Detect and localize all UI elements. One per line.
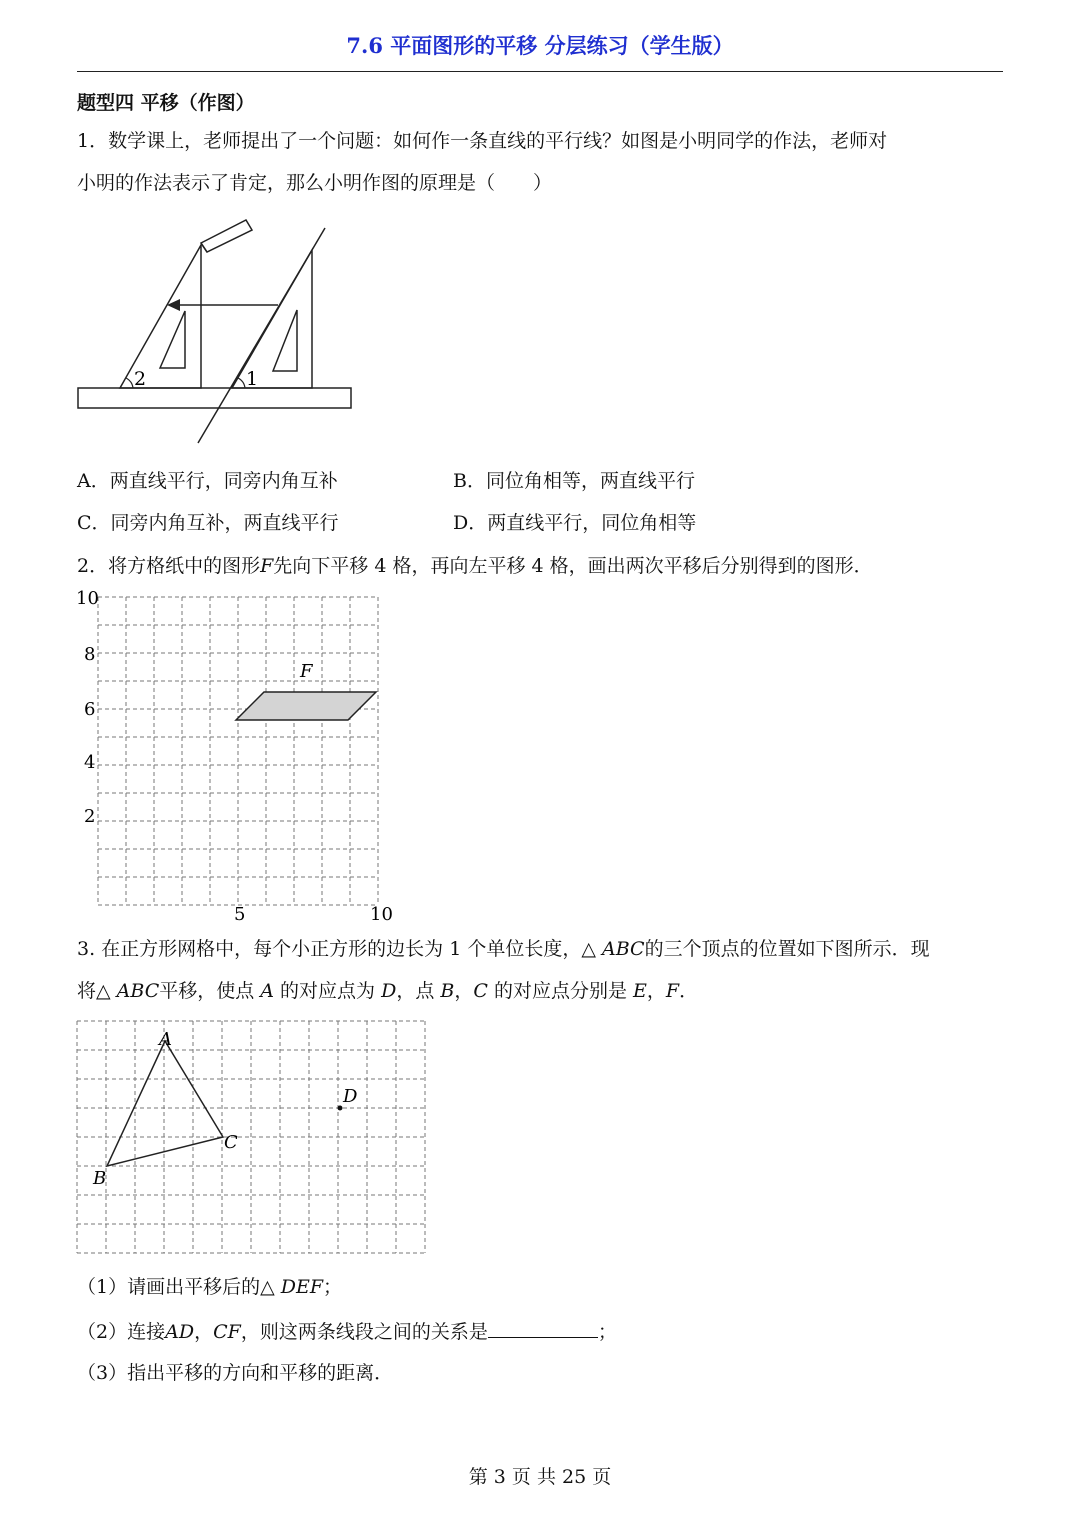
q1-option-b: B．同位角相等，两直线平行	[453, 470, 695, 492]
y-tick-6: 6	[84, 699, 96, 720]
q3-triangle-grid	[76, 1020, 430, 1256]
q3-line1-pre: 3. 在正方形网格中，每个小正方形的边长为 1 个单位长度，△	[77, 938, 602, 960]
section-title: 题型四 平移（作图）	[77, 92, 255, 114]
q2-grid-lines	[98, 597, 378, 905]
q3-sub2-end: ；	[597, 1321, 617, 1343]
label-d: D	[343, 1086, 358, 1107]
q3-sub1-post: ；	[323, 1276, 343, 1298]
q3-l2-B: B	[440, 980, 455, 1002]
set-square-left-hole	[160, 311, 185, 368]
q3-l2-E: E	[633, 980, 647, 1002]
y-tick-8: 8	[84, 644, 96, 665]
q3-l2-F: F	[665, 980, 680, 1002]
q3-sub2	[77, 1319, 617, 1343]
q3-l2-d: ，点	[396, 980, 441, 1002]
answer-blank[interactable]	[488, 1319, 598, 1338]
q2-text-pre: 2．将方格纸中的图形	[77, 555, 261, 577]
q1-set-square-figure	[70, 210, 360, 450]
pencil-body	[201, 220, 252, 252]
set-square-right	[232, 250, 312, 388]
header-title: 7.6 平面图形的平移 分层练习（学生版）	[346, 33, 734, 58]
q3-sub1-pre: （1）请画出平移后的△	[77, 1276, 281, 1298]
q3-grid-lines	[77, 1021, 425, 1253]
q3-sub2-post: ，则这两条线段之间的关系是	[240, 1321, 488, 1343]
label-b: B	[93, 1168, 107, 1189]
q2-text-post: 先向下平移 4 格，再向左平移 4 格，画出两次平移后分别得到的图形．	[273, 555, 873, 577]
x-tick-5: 5	[234, 904, 246, 925]
q3-l2-D: D	[381, 980, 397, 1002]
q3-line1-post: 的三个顶点的位置如下图所示．现	[644, 938, 930, 960]
y-tick-10: 10	[76, 588, 99, 609]
q3-l2-A: A	[260, 980, 275, 1002]
label-c: C	[224, 1132, 238, 1153]
set-square-right-hole	[273, 310, 297, 371]
q3-sub2-cf: CF	[213, 1321, 241, 1343]
x-tick-10: 10	[370, 904, 393, 925]
y-tick-2: 2	[84, 806, 96, 827]
q3-l2-g: ，	[646, 980, 666, 1002]
q3-l2-abc: ABC	[116, 980, 160, 1002]
angle-1-arc	[238, 378, 245, 388]
q3-sub2-pre: （2）连接	[77, 1321, 166, 1343]
angle-1-label: 1	[246, 368, 259, 390]
y-tick-4: 4	[84, 752, 96, 773]
angle-2-arc	[126, 378, 133, 388]
page-footer: 第 3 页 共 25 页	[468, 1466, 612, 1488]
q3-l2-a: 将△	[77, 980, 117, 1002]
q3-l2-c: 的对应点为	[274, 980, 382, 1002]
q3-text-line2	[77, 980, 698, 1002]
q3-sub3: （3）指出平移的方向和平移的距离．	[77, 1362, 394, 1384]
q3-text-line1	[77, 938, 930, 960]
point-d	[338, 1106, 343, 1111]
figure-f-label: F	[300, 661, 313, 682]
q1-text-line2: 小明的作法表示了肯定，那么小明作图的原理是（ ）	[77, 172, 553, 194]
q3-line1-var: ABC	[602, 938, 645, 960]
q1-option-c: C．同旁内角互补，两直线平行	[77, 512, 339, 534]
q1-option-a: A．两直线平行，同旁内角互补	[77, 470, 338, 492]
q3-sub1-var: DEF	[280, 1276, 324, 1298]
q2-text	[77, 555, 873, 577]
q3-sub1	[77, 1276, 342, 1298]
angle-2-label: 2	[134, 368, 147, 390]
q3-sub2-ad: AD	[165, 1321, 195, 1343]
q2-figure-var: F	[260, 555, 274, 577]
q3-l2-b: 平移，使点	[159, 980, 261, 1002]
q3-sub2-sep: ，	[194, 1321, 214, 1343]
q3-l2-C: C	[473, 980, 488, 1002]
q1-option-d: D．两直线平行，同位角相等	[453, 512, 697, 534]
triangle-abc	[107, 1041, 223, 1166]
header-divider	[77, 71, 1003, 72]
ruler	[78, 388, 351, 408]
figure-f-parallelogram	[236, 692, 376, 720]
q3-l2-h: ．	[679, 980, 699, 1002]
q2-coordinate-grid	[70, 585, 410, 930]
q3-l2-e: ，	[454, 980, 474, 1002]
q1-text-line1: 1．数学课上，老师提出了一个问题：如何作一条直线的平行线？如图是小明同学的作法，老师对	[77, 130, 888, 152]
q3-l2-f: 的对应点分别是	[487, 980, 634, 1002]
label-a: A	[159, 1029, 172, 1050]
